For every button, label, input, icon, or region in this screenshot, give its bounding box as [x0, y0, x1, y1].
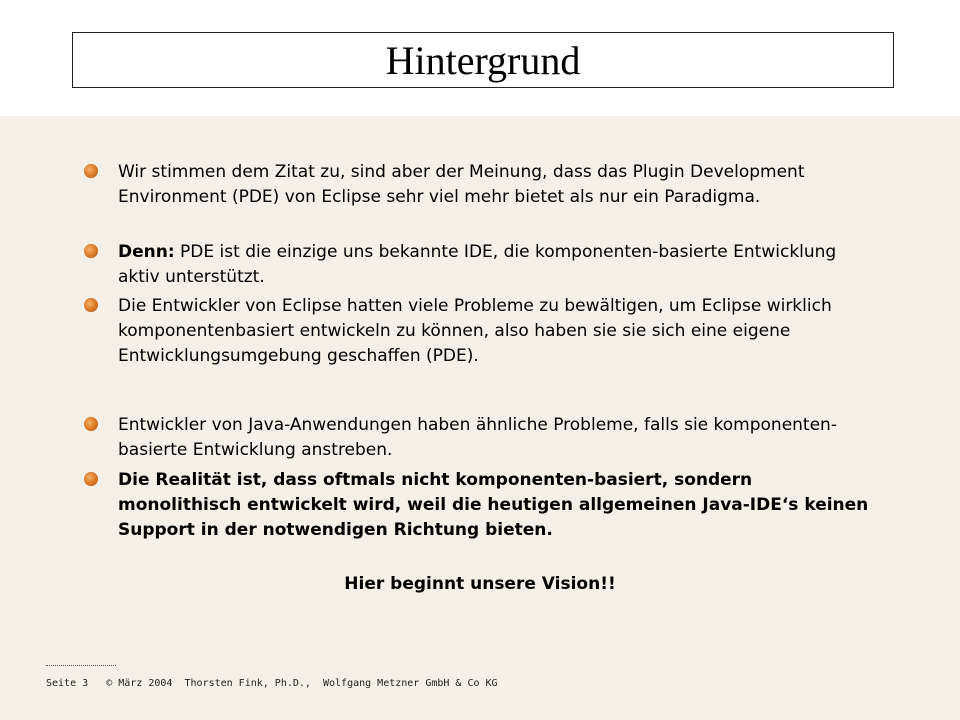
bullet-icon	[84, 472, 98, 486]
bullet-item	[84, 294, 874, 369]
footer-company: Wolfgang Metzner GmbH & Co KG	[322, 678, 498, 689]
vision-statement: Hier beginnt unsere Vision!!	[344, 574, 616, 594]
bullet-text: Die Entwickler von Eclipse hatten viele Probleme zu bewältigen, um Eclipse wirklich komponentenbasiert entwickeln zu können, also haben sie sie sich eine eigene Entwicklungsumgebung geschaffen (PDE).	[118, 296, 832, 366]
bullet-text: Wir stimmen dem Zitat zu, sind aber der Meinung, dass das Plugin Development Environment (PDE) von Eclipse sehr viel mehr bietet als nur ein Paradigma.	[118, 162, 805, 207]
bullet-text	[118, 240, 874, 290]
slide-title: Hintergrund	[385, 37, 581, 83]
bullet-icon	[84, 244, 98, 258]
footer-divider	[46, 665, 116, 666]
bullet-icon	[84, 417, 98, 431]
bullet-text-rest: PDE ist die einzige uns bekannte IDE, die komponenten-basierte Entwicklung aktiv unterstützt.	[118, 242, 837, 287]
bullet-icon	[84, 298, 98, 312]
footer-page: Seite 3	[46, 678, 89, 689]
bullet-item	[84, 468, 874, 543]
footer-copyright: © März 2004	[106, 678, 173, 689]
bullet-item	[84, 160, 874, 210]
footer	[46, 678, 498, 689]
bullet-item	[84, 413, 874, 463]
bullet-bold-prefix: Denn:	[118, 242, 175, 262]
footer-author: Thorsten Fink, Ph.D.,	[184, 678, 311, 689]
bullet-text: Entwickler von Java-Anwendungen haben ähnliche Probleme, falls sie komponenten-basierte Entwicklung anstreben.	[118, 415, 837, 460]
bullet-item	[84, 240, 874, 290]
bullet-text: Die Realität ist, dass oftmals nicht komponenten-basiert, sondern monolithisch entwickelt wird, weil die heutigen allgemeinen Java-IDE‘s keinen Support in der notwendigen Richtung bieten.	[118, 470, 869, 540]
bullet-icon	[84, 164, 98, 178]
